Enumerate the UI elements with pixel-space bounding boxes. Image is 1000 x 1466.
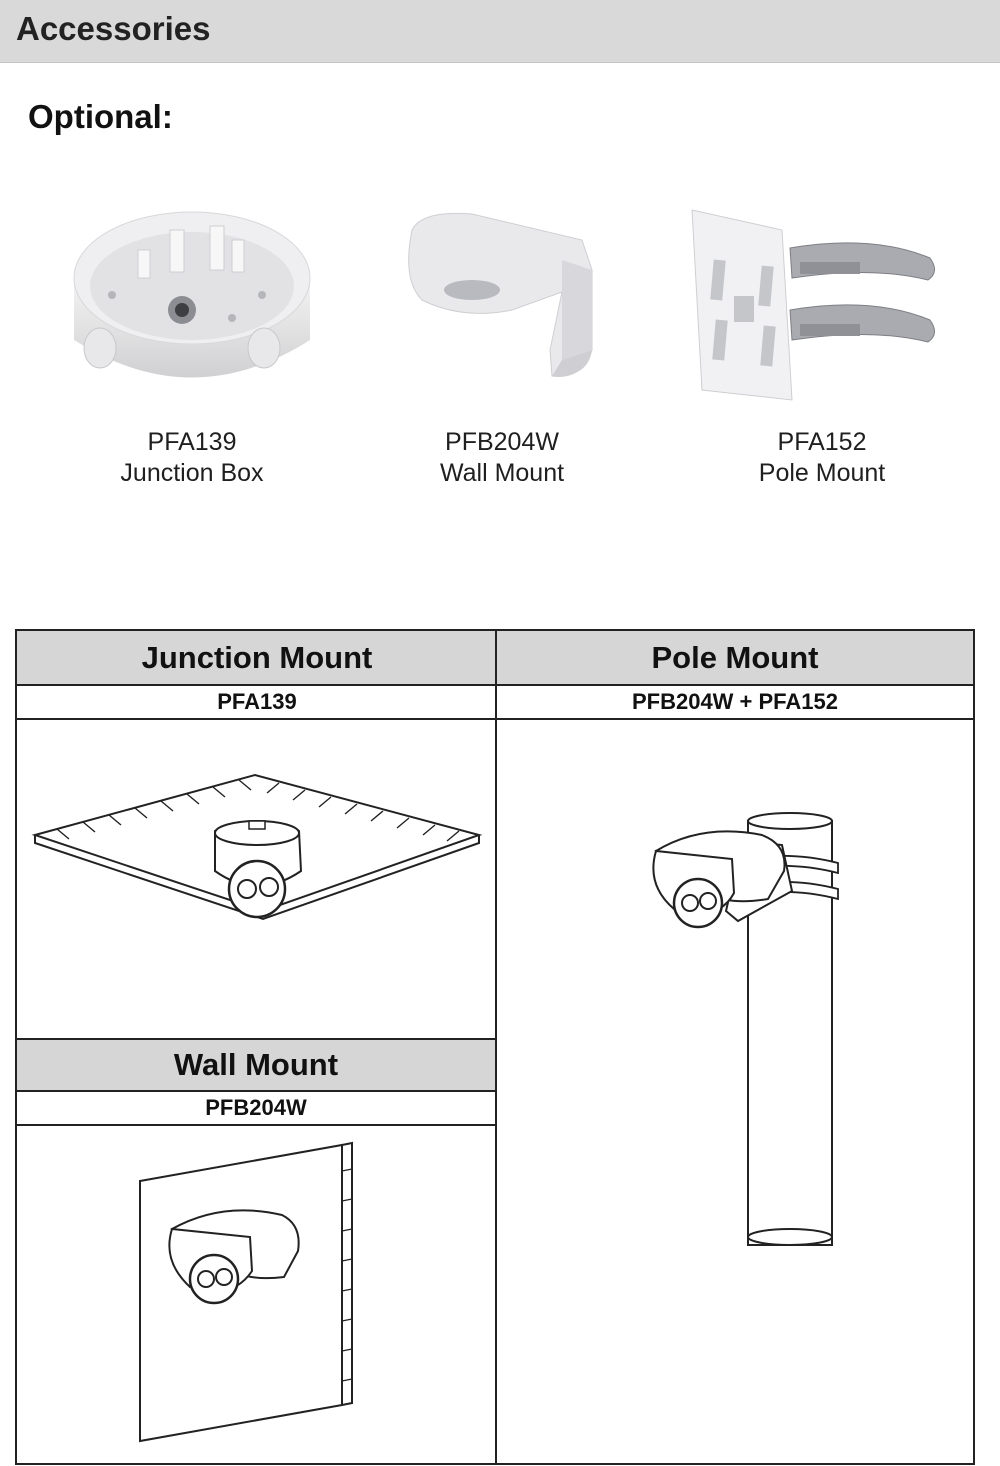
product-card-pole-mount [672,200,972,500]
wall-mount-illustration [132,1141,362,1446]
mount-options-table [15,629,975,1465]
section-title: Accessories [16,10,211,47]
pole-mount-adapter-icon [672,200,972,420]
wall-mount-title: Wall Mount [17,1040,495,1092]
wall-mount-bracket-icon [352,200,652,420]
optional-heading: Optional: [28,98,173,135]
section-header [0,0,1000,63]
product-code: PFA139 [147,428,237,456]
table-divider [495,631,497,1463]
product-card-junction-box [42,200,342,500]
pole-mount-illustration [642,811,862,1251]
product-name: Pole Mount [758,459,886,487]
product-code: PFB204W [445,428,559,456]
product-name: Junction Box [120,459,264,487]
product-name: Wall Mount [439,459,565,487]
junction-mount-title: Junction Mount [17,631,497,686]
wall-mount-model: PFB204W [17,1092,495,1126]
junction-box-icon [42,200,342,420]
product-code: PFA152 [777,428,867,456]
product-card-wall-mount [352,200,652,500]
junction-mount-illustration [27,761,487,931]
junction-mount-model: PFA139 [17,686,497,720]
pole-mount-model: PFB204W + PFA152 [497,686,973,720]
pole-mount-title: Pole Mount [497,631,973,686]
